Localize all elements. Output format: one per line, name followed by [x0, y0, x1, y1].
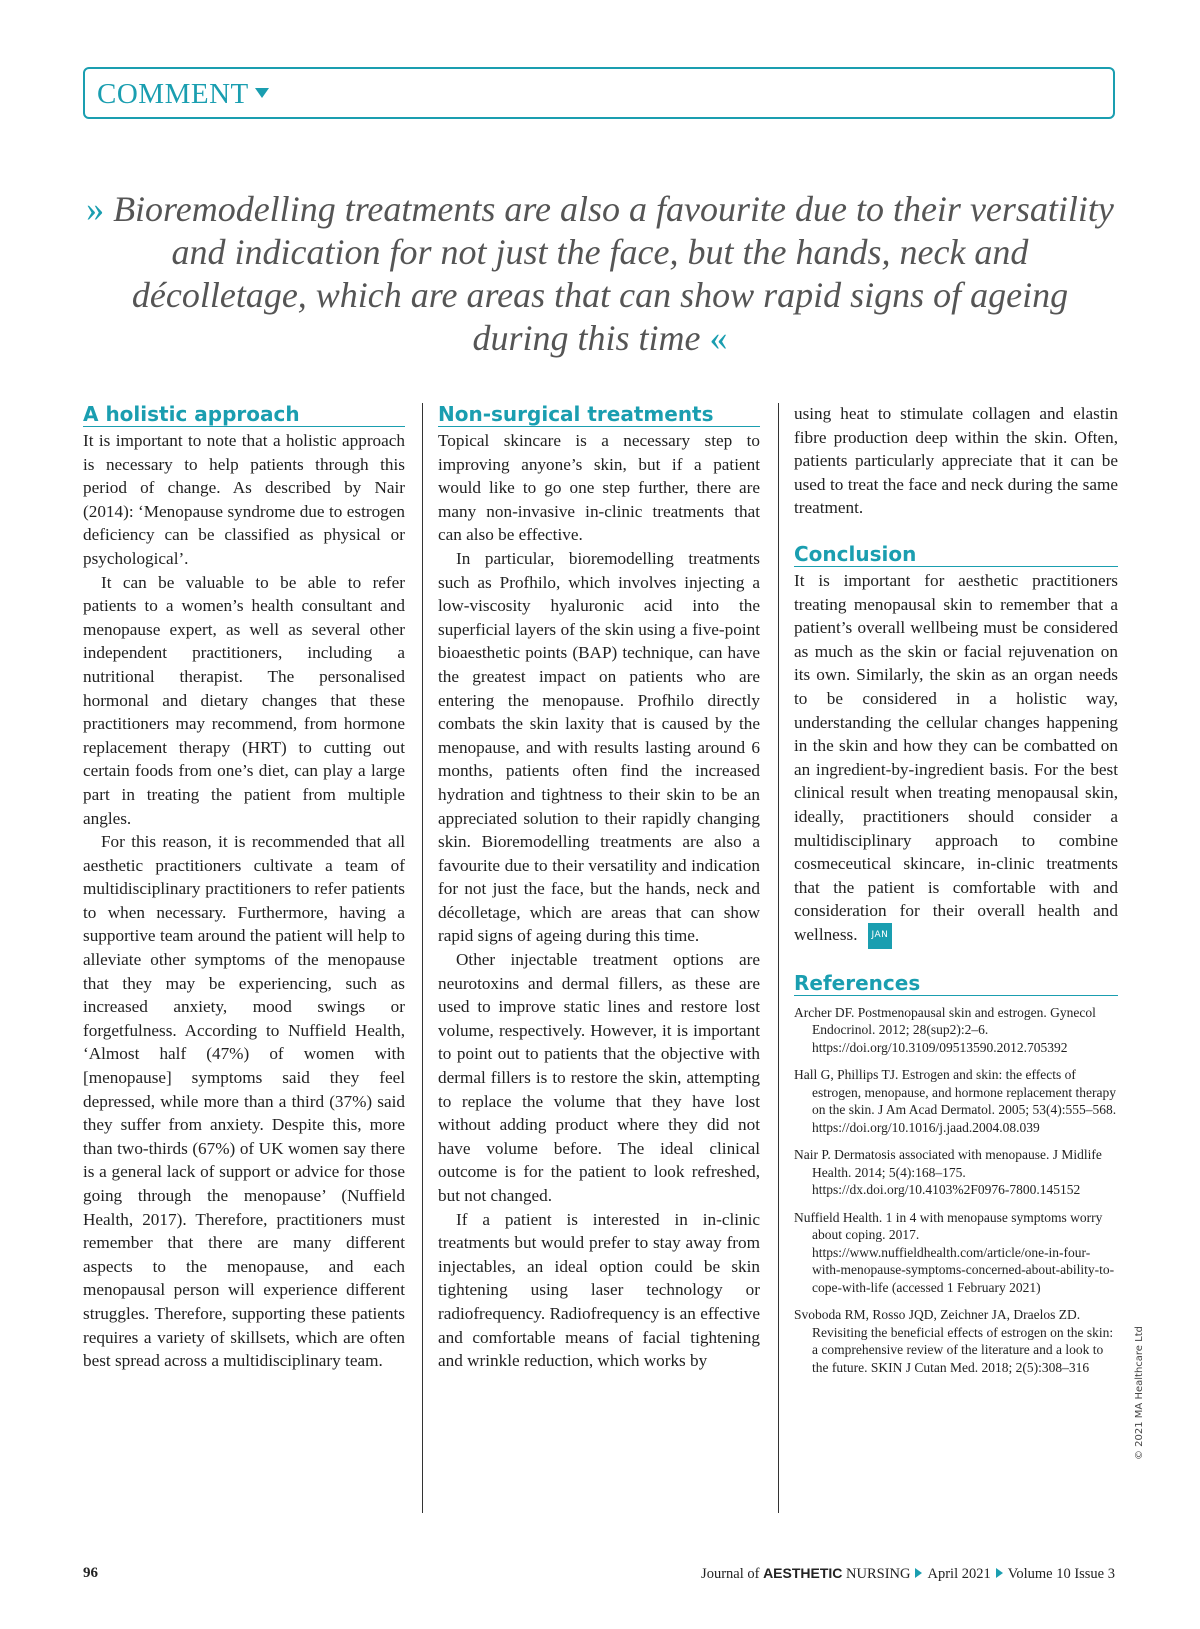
column-divider	[422, 403, 423, 1513]
paragraph: It is important to note that a holistic approach is necessary to help patients through this period of change. As described by Nair (2014): ‘Menopause syndrome due to estrogen deficiency can be classified as physical or psychological’.	[83, 431, 405, 568]
caret-down-icon	[255, 88, 269, 98]
section-heading-holistic: A holistic approach	[83, 402, 405, 427]
section-heading-conclusion: Conclusion	[794, 542, 1118, 567]
journal-name: AESTHETIC	[763, 1565, 843, 1581]
section-label: COMMENT	[97, 78, 269, 111]
triangle-right-icon	[996, 1568, 1003, 1578]
paragraph: using heat to stimulate collagen and elastin fibre production deep within the skin. Often, patients particularly appreciate that it can be used to treat the face and neck during the same treatment.	[794, 404, 1118, 518]
conclusion-text: It is important for aesthetic practitioners treating menopausal skin to remember that a patient’s overall wellbeing must be considered as much as the skin or facial rejuvenation on its own. Similarly, the skin as an organ needs to be considered in a holistic way, understanding the cellular changes happening in the skin and how they can be combatted on an ingredient-by-ingredient basis. For the best clinical result when treating menopausal skin, ideally, practitioners should consider a multidisciplinary approach to combine cosmeceutical skincare, in-clinic treatments that the patient is comfortable with and consideration for their overall health and wellness.	[794, 570, 1118, 944]
paragraph: Other injectable treatment options are neurotoxins and dermal fillers, as these are used to improve static lines and restore lost volume, respectively. However, it is important to point out to patients that the objective with dermal fillers is to restore the skin, attempting to replace the volume that they have lost without adding product where they did not have volume before. The ideal clinical outcome is for the patient to look refreshed, but not changed.	[438, 950, 760, 1205]
reference-item: Nair P. Dermatosis associated with menopause. J Midlife Health. 2014; 5(4):168–175. https://dx.doi.org/10.4103%2F0976-7800.145152	[794, 1147, 1102, 1198]
section-heading-references: References	[794, 971, 1118, 996]
reference-item: Nuffield Health. 1 in 4 with menopause symptoms worry about coping. 2017. https://www.nuffieldhealth.com/article/one-in-four-with-menopause-symptoms-concerned-about-ability-to-cope-with-life (accessed 1 February 2021)	[794, 1209, 1115, 1295]
paragraph: Topical skincare is a necessary step to improving anyone’s skin, but if a patient would like to go one step further, there are many non-invasive in-clinic treatments that can also be effective.	[438, 431, 760, 545]
quote-open-mark: »	[86, 189, 105, 229]
column-2	[438, 402, 760, 1373]
reference-item: Hall G, Phillips TJ. Estrogen and skin: the effects of estrogen, menopause, and hormone replacement therapy on the skin. J Am Acad Dermatol. 2005; 53(4):555–568. https://doi.org/10.1016/j.jaad.2004.08.039	[794, 1067, 1117, 1135]
reference-item: Svoboda RM, Rosso JQD, Zeichner JA, Draelos ZD. Revisiting the beneficial effects of estrogen on the skin: a comprehensive review of the literature and a look to the future. SKIN J Cutan Med. 2018; 2(5):308–316	[794, 1307, 1114, 1375]
article-end-icon: JAN	[868, 923, 893, 949]
paragraph	[794, 569, 1118, 949]
journal-footer	[701, 1565, 1115, 1583]
issue-date: April 2021	[927, 1566, 991, 1582]
section-header	[83, 67, 1115, 119]
paragraph: For this reason, it is recommended that all aesthetic practitioners cultivate a team of multidisciplinary practitioners to refer patients to when necessary. Furthermore, having a supportive team around the patient will help to alleviate other symptoms of the menopause that they may be experiencing, such as increased anxiety, mood swings or forgetfulness. According to Nuffield Health, ‘Almost half (47%) of women with [menopause] symptoms said they feel depressed, while more than a third (37%) said they suffer from anxiety. Despite this, more than two-thirds (67%) of UK women say there is a general lack of support or advice for those going through the menopause’ (Nuffield Health, 2017). Therefore, practitioners must remember that there are many different aspects to the menopause, and each menopausal person will experience different struggles. Therefore, supporting these patients requires a variety of skillsets, which are often best spread across a multidisciplinary team.	[83, 832, 405, 1371]
column-1	[83, 402, 405, 1373]
paragraph: It can be valuable to be able to refer patients to a women’s health consultant and menopause expert, as well as several other independent practitioners, including a nutritional therapist. The personalised hormonal and dietary changes that these practitioners may recommend, from hormone replacement therapy (HRT) to cutting out certain foods from one’s diet, can play a large part in treating the patient from multiple angles.	[83, 572, 405, 828]
copyright-notice: © 2021 MA Healthcare Ltd	[1134, 1326, 1145, 1460]
pull-quote	[80, 188, 1120, 360]
paragraph: If a patient is interested in in-clinic treatments but would prefer to stay away from injectables, an ideal option could be skin tightening using laser technology or radiofrequency. Radiofrequency is an effective and comfortable means of facial tightening and wrinkle reduction, which works by	[438, 1209, 760, 1371]
column-3	[794, 402, 1118, 1386]
issue-volume: Volume 10 Issue 3	[1007, 1566, 1115, 1582]
paragraph: In particular, bioremodelling treatments such as Profhilo, which involves injecting a low-viscosity hyaluronic acid into the superficial layers of the skin using a five-point bioaesthetic points (BAP) technique, can have the greatest impact on patients who are entering the menopause. Profhilo directly combats the skin laxity that is caused by the menopause, and with results lasting around 6 months, patients often find the increased hydration and tightness to their skin to be an appreciated solution to their rapidly changing skin. Bioremodelling treatments are also a favourite due to their versatility and indication for not just the face, but the hands, neck and décolletage, which are areas that can show rapid signs of ageing during this time.	[438, 548, 760, 946]
triangle-right-icon	[915, 1568, 922, 1578]
reference-item: Archer DF. Postmenopausal skin and estrogen. Gynecol Endocrinol. 2012; 28(sup2):2–6. https://doi.org/10.3109/09513590.2012.705392	[794, 1004, 1096, 1055]
page-number: 96	[83, 1565, 98, 1581]
column-divider	[778, 403, 779, 1513]
section-heading-non-surgical: Non-surgical treatments	[438, 402, 760, 427]
quote-close-mark: «	[709, 318, 728, 358]
journal-prefix: Journal of	[701, 1566, 760, 1582]
pull-quote-text: Bioremodelling treatments are also a favourite due to their versatility and indication for not just the face, but the hands, neck and décolletage, which are areas that can show rapid signs of ageing during this time	[113, 189, 1114, 358]
journal-suffix: NURSING	[846, 1566, 911, 1582]
